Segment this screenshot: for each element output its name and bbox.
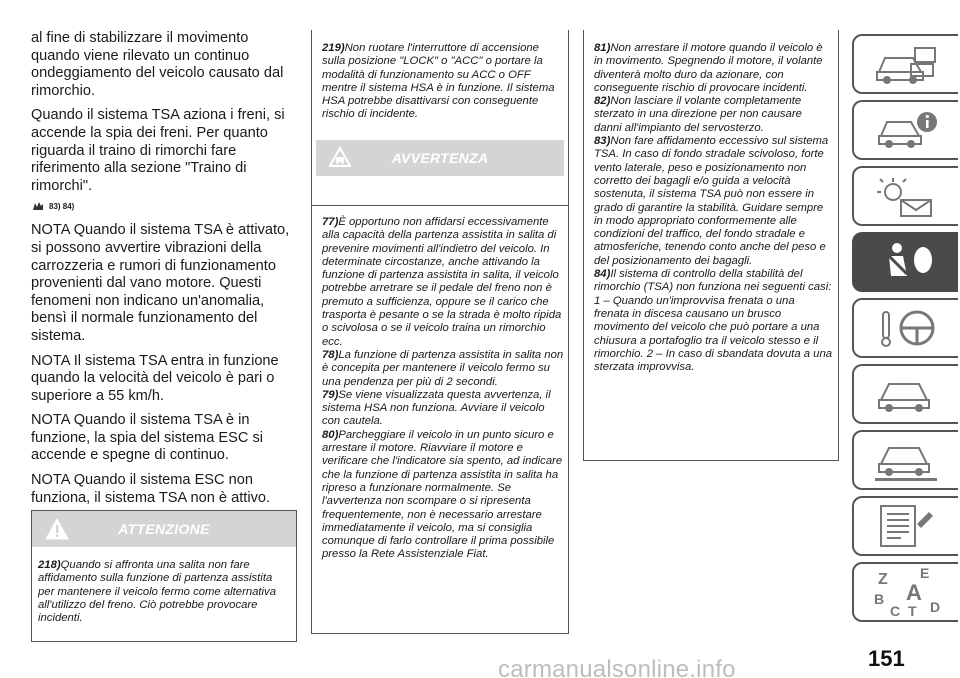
svg-text:A: A [906,580,922,605]
tab-emergency[interactable] [852,364,958,424]
tab-dashboard[interactable] [852,34,958,94]
warning-references [31,200,297,212]
item-number: 80) [322,428,339,441]
reference-numbers: 83) 84) [49,201,75,211]
watermark: carmanualsonline.info [498,656,736,678]
right-column [583,30,839,461]
item-number: 77) [322,216,339,228]
svg-text:Z: Z [878,571,888,588]
item-text: Non arrestare il motore quando il veicolo è in movimento. Spegnendo il motore, il volante diventerà molto duro da azionare, con conseguente rischio di provocare incidenti. [594,42,823,94]
chapter-tabs [852,34,958,628]
avvertenza-title: AVVERTENZA [391,149,489,166]
svg-text:D: D [930,599,941,615]
item-text: Non lasciare il volante completamente sterzato in una direzione per non causare danni all'impianto del servosterzo. [594,95,802,134]
tab-warning-lights[interactable] [852,166,958,226]
note-4: NOTA Quando il sistema ESC non funziona, il sistema TSA non è attivo. [31,472,271,506]
note-1: NOTA Quando il sistema TSA è attivato, si possono avvertire vibrazioni della carrozzeria e rumori di funzionamento provenienti dal vano motore. Questi fenomeni non indicano un'anomalia, bensì il normale funzionamento del sistema. [31,222,290,344]
item-number: 84) [594,268,611,281]
item-text: Se viene visualizzata questa avvertenza, il sistema HSA non funziona. Avviare il veicolo con cautela. [322,388,551,428]
car-emergency-icon [871,372,941,416]
tab-index[interactable] [852,562,958,622]
paragraph-2: Quando il sistema TSA aziona i freni, si accende la spia dei freni. Per quanto riguarda il traino di rimorchi fare riferimento alla sezione "Traino di rimorchi". [31,107,285,194]
attenzione-header [32,511,296,547]
middle-column [311,30,569,634]
item-number: 78) [322,348,339,361]
note-219 [312,30,568,128]
car-info-icon [871,108,941,152]
item-number: 81) [594,42,611,54]
item-text: Non ruotare l'interruttore di accensione sulla posizione "LOCK" o "ACC" o portare la modalità di funzionamento su ACC o OFF mentre il sistema HSA è in funzione. Il sistema HSA potrebbe disattivarsi con conseguente rischio di incidente. [322,42,555,121]
hand-warning-icon [31,200,45,212]
paragraph-1: al fine di stabilizzare il movimento quando viene rilevato un continuo ondeggiamento del veicolo causato dal rimorchio. [31,30,284,99]
tab-technical-data[interactable] [852,496,958,556]
attenzione-title: ATTENZIONE [118,521,210,537]
svg-text:E: E [920,565,930,581]
svg-text:B: B [874,591,885,607]
note-2: NOTA Il sistema TSA entra in funzione quando la velocità del veicolo è pari o superiore a 55 km/h. [31,352,279,404]
car-caution-icon [328,146,352,170]
tab-vehicle-info[interactable] [852,100,958,160]
item-number: 82) [594,95,611,108]
item-text: Non fare affidamento eccessivo sul sistema TSA. In caso di fondo stradale scivoloso, forte vento laterale, peso e posizionamento non corretto dei bagagli e/o guida a velocità sostenuta, il sistema TSA può non essere in grado di garantire la stabilità. Guidare sempre in modo appropriato conformemente alle condizioni del traffico, del fondo stradale e atmosferiche, tenendo conto anche del peso e del posizionamento dei bagagli. [594,135,829,267]
danger-triangle-icon [44,517,70,541]
item-text: Il sistema di controllo della stabilità del rimorchio (TSA) non funziona nei seguenti casi: 1 – Quando un'improvvisa frenata o una frenata in discesa causano un brusco movimento del veicolo che può portare a una chiusura a portafoglio tra il veicolo stesso e il rimorchio. 2 – In caso di sbandata dovuta a una sterzata improvvisa. [594,268,833,374]
tab-starting-driving[interactable] [852,298,958,358]
key-steering-icon [871,306,941,350]
page-number: 151 [868,646,905,671]
avvertenza-body [312,205,568,566]
warning-lights-icon [871,174,941,218]
tab-maintenance[interactable] [852,430,958,490]
note-3: NOTA Quando il sistema TSA è in funzione, la spia del sistema ESC si accende e spegne di continuo. [31,412,263,464]
item-text: È opportuno non affidarsi eccessivamente alla capacità della partenza assistita in salita di prevenire movimenti all'indietro del veicolo. In determinate circostanze, anche attivando la funzione di partenza assistita in salita, il veicolo potrebbe arretrare se il pedale del freno non è premuto a sufficienza, oppure se il carico che trasporta è pesante o se la strada è molto ripida o scivolosa o se il veicolo traina un rimorchio ecc. [322,216,562,348]
car-dashboard-icon [871,42,941,86]
tab-safety[interactable] [852,232,958,292]
svg-text:C: C [890,603,901,619]
seatbelt-airbag-icon [871,240,941,284]
item-text: Parcheggiare il veicolo in un punto sicuro e arrestare il motore. Riavviare il motore e verificare che l'indicatore sia spento, ad indicare che la funzione di partenza assistita in salita ha ripreso a funzionare normalmente. Se l'avvertenza non scompare o si ripresenta frequentemente, non è necessario arrestare immediatamente il veicolo, ma si consiglia comunque di farlo controllare il prima possibile presso la Rete Assistenziale Fiat. [322,428,563,561]
item-number: 83) [594,135,611,148]
specs-list-icon [871,504,941,548]
avvertenza-header [316,140,564,176]
alphabetical-index-icon [866,564,946,620]
svg-text:T: T [908,603,917,619]
attenzione-body [32,547,296,631]
item-number: 218) [38,559,61,571]
car-maintenance-icon [871,438,941,482]
item-text: La funzione di partenza assistita in salita non è concepita per mantenere il veicolo fermo su una pendenza per più di 2 secondi. [322,348,564,388]
attenzione-box [31,510,297,642]
item-number: 219) [322,42,345,54]
left-column [31,30,297,514]
item-text: Quando si affronta una salita non fare affidamento sulla funzione di partenza assistita per mantenere il veicolo fermo come alternativa all'utilizzo del freno. Ciò potrebbe provocare incidenti. [38,559,276,625]
item-number: 79) [322,388,339,401]
